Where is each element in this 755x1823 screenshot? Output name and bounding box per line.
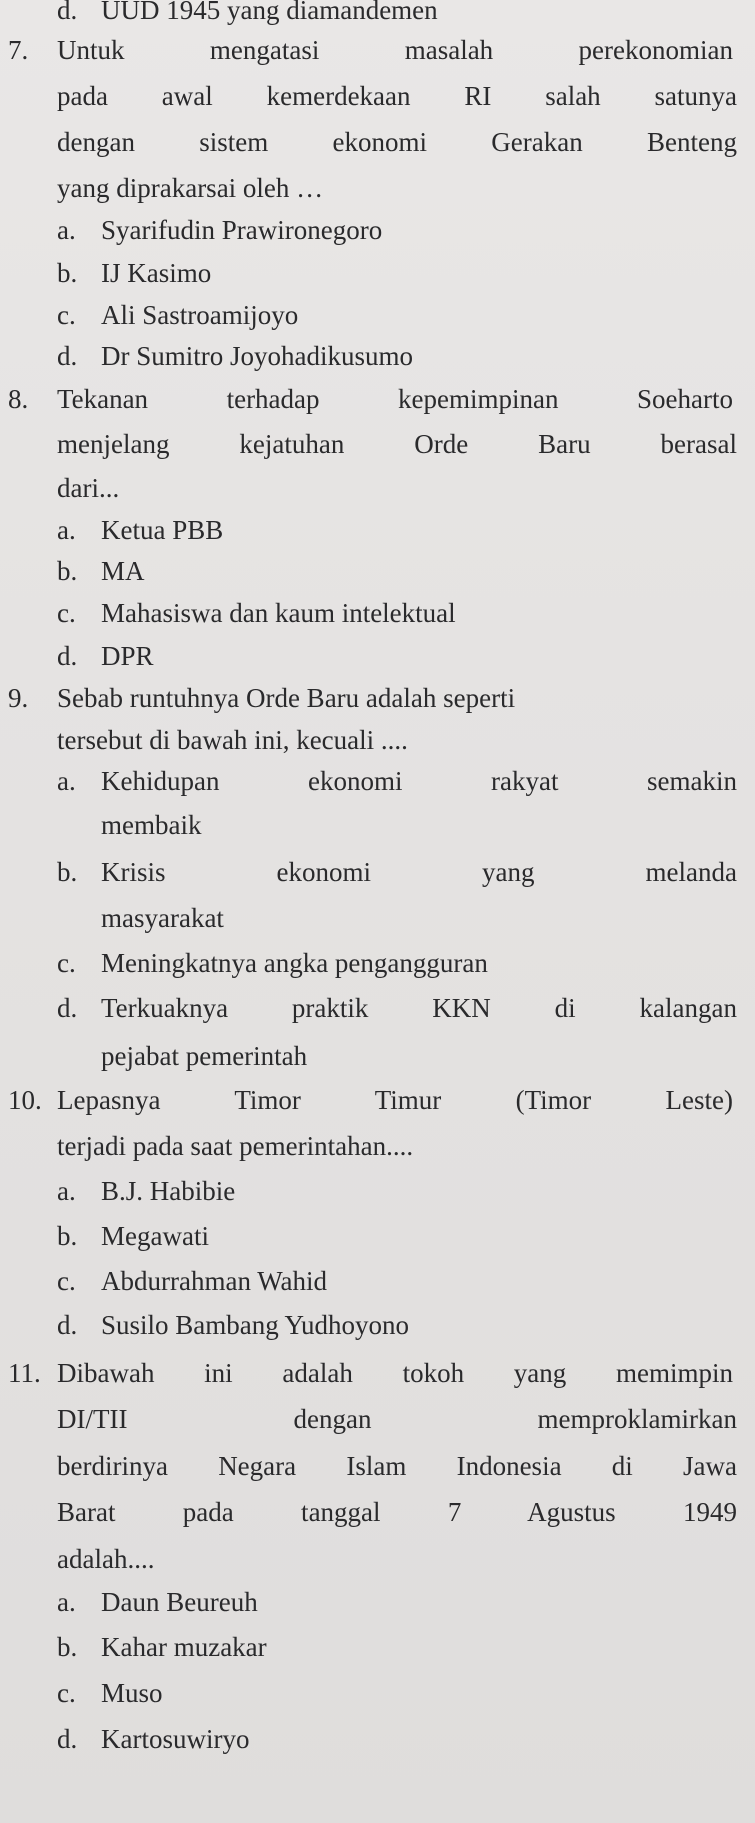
question-7-option-c (57, 299, 737, 331)
question-7-line-4: yang diprakarsai oleh … (57, 173, 324, 203)
question-number: 11. (8, 1358, 41, 1388)
question-9-option-a-cont (57, 809, 737, 841)
question-8-line-2: menjelang kejatuhan Orde Baru berasal (57, 429, 737, 459)
question-text: Untuk mengatasi masalah perekonomian (57, 35, 733, 65)
prev-option-d (57, 0, 737, 26)
option-text: Ali Sastroamijoyo (101, 300, 299, 330)
option-text: Kehidupan ekonomi rakyat semakin (101, 766, 737, 796)
question-9-option-a (57, 765, 737, 797)
question-11-line-5: adalah.... (57, 1544, 155, 1574)
question-7-option-b (57, 257, 737, 289)
option-letter: d. (57, 341, 78, 371)
option-letter: a. (57, 766, 76, 796)
option-text: Dr Sumitro Joyohadikusumo (101, 341, 414, 371)
question-9-option-b-cont (57, 902, 737, 934)
option-text: membaik (101, 810, 202, 840)
option-text: Susilo Bambang Yudhoyono (101, 1310, 410, 1340)
question-9-option-d (57, 992, 737, 1024)
option-text: IJ Kasimo (101, 258, 212, 288)
question-11-option-a (57, 1586, 737, 1618)
option-letter: c. (57, 1678, 76, 1708)
question-11-line-4: Barat pada tanggal 7 Agustus 1949 (57, 1497, 737, 1527)
option-letter: d. (57, 0, 78, 25)
option-letter: b. (57, 857, 78, 887)
question-10-option-b (57, 1220, 737, 1252)
option-letter: a. (57, 215, 76, 245)
option-text: Meningkatnya angka pengangguran (101, 948, 488, 978)
question-text: Sebab runtuhnya Orde Baru adalah seperti (57, 683, 516, 713)
question-8-option-d (57, 640, 737, 672)
option-letter: b. (57, 556, 78, 586)
question-11-line-2: DI/TII dengan memproklamirkan (57, 1404, 737, 1434)
question-7-line-2: pada awal kemerdekaan RI salah satunya (57, 81, 737, 111)
option-letter: a. (57, 1176, 76, 1206)
question-7-line-1 (8, 34, 733, 66)
question-8-line-3: dari... (57, 473, 120, 503)
question-7-option-d (57, 340, 737, 372)
option-letter: d. (57, 993, 78, 1023)
option-text: Daun Beureuh (101, 1587, 258, 1617)
question-number: 7. (8, 35, 29, 65)
question-11-option-b (57, 1631, 737, 1663)
option-letter: d. (57, 1310, 78, 1340)
option-letter: b. (57, 1221, 78, 1251)
option-letter: b. (57, 258, 78, 288)
question-8-line-1 (8, 383, 733, 415)
question-9-line-2: tersebut di bawah ini, kecuali .... (57, 725, 408, 755)
option-text: B.J. Habibie (101, 1176, 236, 1206)
option-text: UUD 1945 yang diamandemen (101, 0, 438, 25)
question-11-option-c (57, 1677, 737, 1709)
question-11-line-1 (8, 1357, 733, 1389)
question-10-option-a (57, 1175, 737, 1207)
question-11-line-3: berdirinya Negara Islam Indonesia di Jawa (57, 1451, 737, 1481)
option-text: Terkuaknya praktik KKN di kalangan (101, 993, 737, 1023)
option-letter: c. (57, 948, 76, 978)
option-text: Mahasiswa dan kaum intelektual (101, 598, 456, 628)
question-8-option-c (57, 597, 737, 629)
question-7-option-a (57, 214, 737, 246)
option-text: Megawati (101, 1221, 209, 1251)
question-10-option-c (57, 1265, 737, 1297)
option-text: Syarifudin Prawironegoro (101, 215, 383, 245)
option-text: MA (101, 556, 145, 586)
option-text: Muso (101, 1678, 163, 1708)
question-text: Lepasnya Timor Timur (Timor Leste) (57, 1085, 733, 1115)
option-text: DPR (101, 641, 154, 671)
question-text: Tekanan terhadap kepemimpinan Soeharto (57, 384, 733, 414)
question-9-option-b (57, 856, 737, 888)
option-letter: a. (57, 1587, 76, 1617)
option-text: pejabat pemerintah (101, 1041, 308, 1071)
question-8-option-b (57, 555, 737, 587)
option-text: Ketua PBB (101, 515, 224, 545)
question-9-option-c (57, 947, 737, 979)
option-letter: a. (57, 515, 76, 545)
option-text: masyarakat (101, 903, 224, 933)
question-9-option-d-cont (57, 1040, 737, 1072)
question-11-option-d (57, 1723, 737, 1755)
question-number: 10. (8, 1085, 42, 1115)
option-text: Abdurrahman Wahid (101, 1266, 328, 1296)
question-number: 9. (8, 683, 29, 713)
option-text: Krisis ekonomi yang melanda (101, 857, 737, 887)
option-letter: c. (57, 598, 76, 628)
option-letter: d. (57, 1724, 78, 1754)
question-10-line-2: terjadi pada saat pemerintahan.... (57, 1131, 414, 1161)
option-letter: b. (57, 1632, 78, 1662)
option-letter: c. (57, 1266, 76, 1296)
question-10-option-d (57, 1309, 737, 1341)
question-8-option-a (57, 514, 737, 546)
question-7-line-3: dengan sistem ekonomi Gerakan Benteng (57, 127, 737, 157)
question-10-line-1 (8, 1084, 733, 1116)
option-letter: c. (57, 300, 76, 330)
question-9-line-1 (8, 682, 733, 714)
question-number: 8. (8, 384, 29, 414)
option-letter: d. (57, 641, 78, 671)
option-text: Kartosuwiryo (101, 1724, 250, 1754)
option-text: Kahar muzakar (101, 1632, 267, 1662)
question-text: Dibawah ini adalah tokoh yang memimpin (57, 1358, 733, 1388)
